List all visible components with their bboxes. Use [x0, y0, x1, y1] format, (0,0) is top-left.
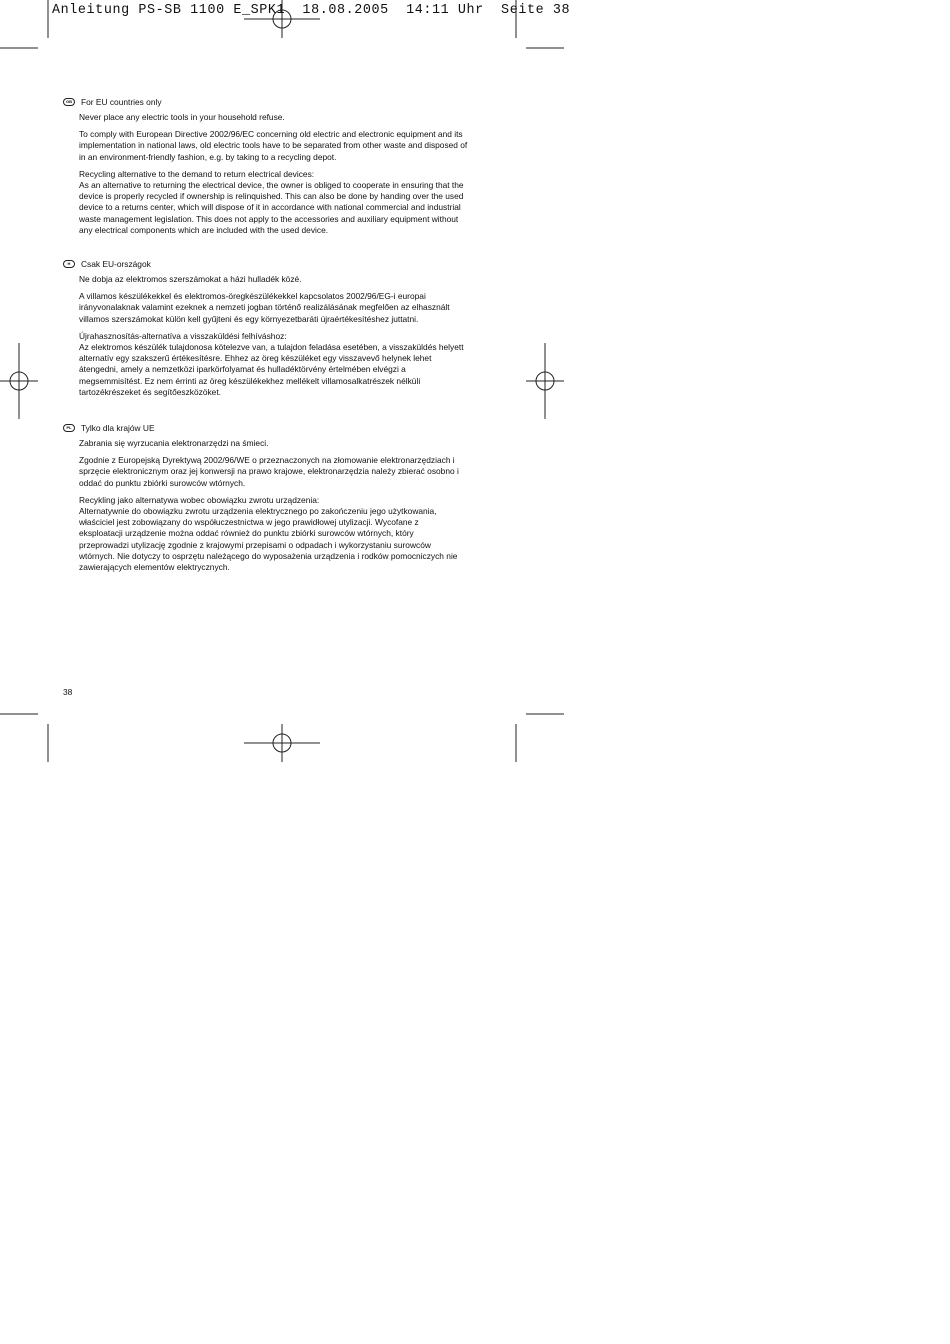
section-gb [62, 95, 502, 236]
section-heading [62, 257, 502, 271]
section-title: Tylko dla krajów UE [81, 423, 155, 433]
print-header: Anleitung PS-SB 1100 E_SPK1 18.08.2005 14:11 Uhr Seite 38 [52, 3, 571, 18]
section-pl [62, 421, 502, 573]
paragraph: Zgodnie z Europejską Dyrektywą 2002/96/WE o przeznaczonych na złomowanie elektronarzędziach i sprzęcie elektronicznym oraz jej konwersji na prawo krajowe, elektronarzędzia należy zbierać osobno i oddać do punktu zbiórki surowców wtórnych. [79, 455, 459, 488]
paragraph: To comply with European Directive 2002/96/EC concerning old electric and electronic equipment and its implementation in national laws, old electric tools have to be separated from other waste and disposed of in an environment-friendly fashion, e.g. by taking to a recycling depot. [79, 129, 468, 162]
country-flag-icon: H [63, 260, 75, 268]
paragraph: Recycling alternative to the demand to return electrical devices: As an alternative to returning the electrical device, the owner is obliged to cooperate in ensuring that the device is properly recycled if ownership is relinquished. This can also be done by handing over the used device to a returns center, which will dispose of it in accordance with national commercial and industrial waste management legislation. This does not apply to the accessories and auxiliary equipment without any electrical components which are included with the used device. [79, 168, 464, 235]
page-number: 38 [63, 687, 73, 697]
paragraph: Újrahasznosítás-alternatíva a visszaküldési felhíváshoz: Az elektromos készülék tulajdonosa kötelezve van, a tulajdon feladása esetében, a visszaküldés helyett alternatív egy szakszerű értékesítésre. Ehhez az öreg készüléket egy visszavevő helynek lehet átengedni, amely a nemzetközi iparkörfolyamat és hulladéktörvény értelmében elvégzi a megsemmisítést. Ez nem érrinti az öreg készülékekhez mellékelt villamosalkatrészek nélküli tartozékrészeket és segítőeszközöket. [79, 330, 464, 397]
paragraph: Never place any electric tools in your household refuse. [79, 112, 285, 122]
paragraph: Zabrania się wyrzucania elektronarzędzi na śmieci. [79, 438, 269, 448]
country-flag-icon: GB [63, 98, 75, 106]
paragraph: Recykling jako alternatywa wobec obowiązku zwrotu urządzenia: Alternatywnie do obowiązku zwrotu urządzenia elektrycznego po zakończeniu jego użytkowania, właściciel jest zobowiązany do współuczestnictwa w jego prawidłowej utylizacji. Wycofane z eksploatacji urządzenie można oddać również do punktu zbiórki surowców wtórnych, który przeprowadzi utylizację zgodnie z krajowymi przepisami o odpadach i wykorzystaniu surowców wtórnych. Nie dotyczy to osprzętu należącego do wyposażenia urządzenia i rodków pomocniczych nie zawierających elementów elektrycznych. [79, 494, 458, 573]
section-h [62, 257, 502, 398]
country-flag-icon: PL [63, 424, 75, 432]
section-title: For EU countries only [81, 97, 162, 107]
section-title: Csak EU-országok [81, 259, 151, 269]
paragraph: Ne dobja az elektromos szerszámokat a házi hulladék közé. [79, 274, 302, 284]
section-heading [62, 95, 502, 109]
section-heading [62, 421, 502, 435]
paragraph: A villamos készülékekkel és elektromos-öregkészülékekkel kapcsolatos 2002/96/EG-i europai irányvonalaknak valamint ezeknek a nemzeti jogban történő realizálásának megfelően az elhasznált villamos szerszámokat külön kell gyűjteni és egy környezetbaráti újraértékesítéshez juttatni. [79, 291, 450, 324]
